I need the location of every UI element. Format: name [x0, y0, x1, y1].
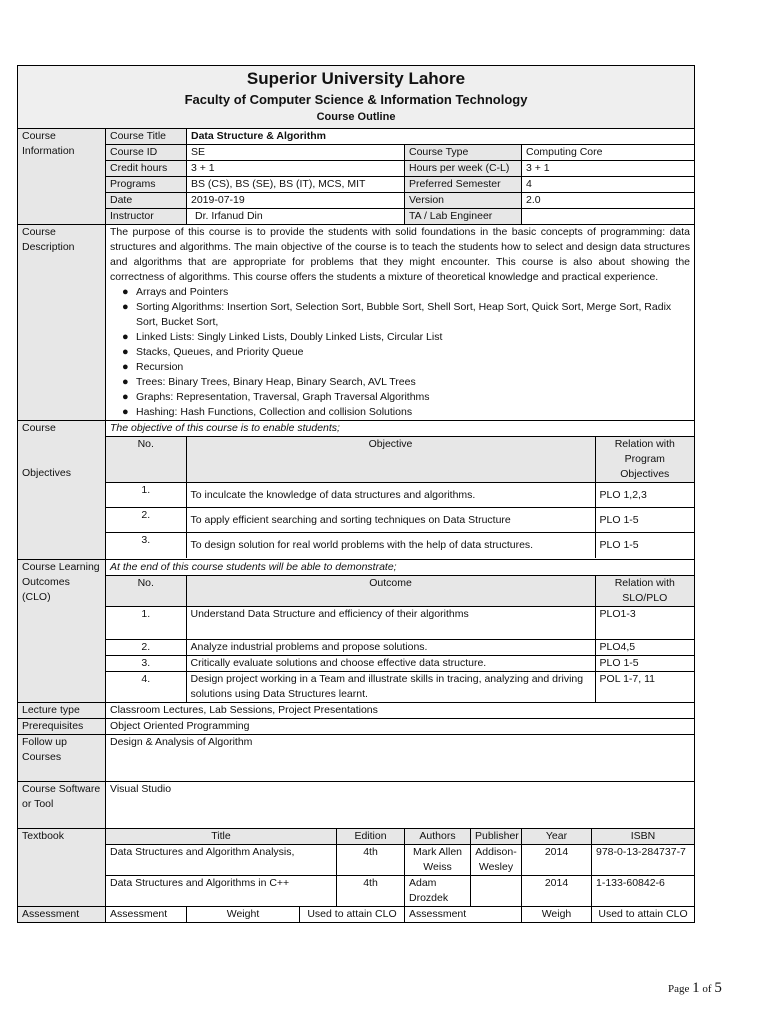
list-item: ● Arrays and Pointers	[122, 285, 690, 300]
objective-relation: PLO 1-5	[595, 533, 694, 558]
textbook-authors: Mark Allen Weiss	[405, 845, 471, 876]
textbook-year: 2014	[522, 876, 592, 907]
info-value	[522, 209, 695, 225]
textbook-title: Data Structures and Algorithms in C++	[106, 876, 337, 907]
assessment-label: Assessment	[18, 907, 106, 923]
assessment-col: Weight	[187, 907, 300, 923]
software-label: Course Software or Tool	[18, 782, 106, 829]
lecture-type-label: Lecture type	[18, 703, 106, 719]
textbook-col-title: Title	[106, 829, 337, 845]
clo-label: Course Learning Outcomes (CLO)	[18, 560, 106, 703]
textbook-col-year: Year	[522, 829, 592, 845]
clo-no: 3.	[106, 656, 186, 672]
document-title: Course Outline	[316, 111, 396, 123]
course-outline-table	[17, 65, 695, 923]
lecture-type-value: Classroom Lectures, Lab Sessions, Project Presentations	[106, 703, 695, 719]
objective-text: To design solution for real world problems with the help of data structures.	[186, 533, 595, 558]
objective-no: 2.	[106, 508, 186, 533]
info-value: 2.0	[522, 193, 695, 209]
info-value: 3 + 1	[187, 161, 405, 177]
objectives-cell	[106, 421, 695, 560]
faculty-name: Faculty of Computer Science & Information Technology	[184, 92, 528, 107]
textbook-title: Data Structures and Algorithm Analysis,	[106, 845, 337, 876]
topic-list	[110, 285, 690, 420]
description-cell	[106, 225, 695, 421]
page-number	[668, 980, 722, 997]
list-item: ● Linked Lists: Singly Linked Lists, Doubly Linked Lists, Circular List	[122, 330, 690, 345]
course-info-label: Course Information	[18, 129, 106, 225]
objective-text: To apply efficient searching and sorting techniques on Data Structure	[186, 508, 595, 533]
textbook-year: 2014	[522, 845, 592, 876]
textbook-edition: 4th	[337, 845, 405, 876]
page-word: Page	[668, 983, 690, 995]
info-value: 2019-07-19	[187, 193, 405, 209]
clo-text: Critically evaluate solutions and choose effective data structure.	[186, 656, 595, 672]
prerequisites-label: Prerequisites	[18, 719, 106, 735]
info-label: Version	[405, 193, 522, 209]
textbook-publisher: Addison-Wesley	[471, 845, 522, 876]
description-label: Course Description	[18, 225, 106, 421]
info-value: 3 + 1	[522, 161, 695, 177]
info-label: Instructor	[106, 209, 187, 225]
page-total: 5	[714, 980, 722, 996]
assessment-col: Weigh	[522, 907, 592, 923]
textbook-label: Textbook	[18, 829, 106, 907]
objective-relation: PLO 1-5	[595, 508, 694, 533]
clo-no: 4.	[106, 672, 186, 703]
follow-up-value: Design & Analysis of Algorithm	[106, 735, 695, 782]
objectives-col-no: No.	[106, 437, 186, 483]
info-label: Preferred Semester	[405, 177, 522, 193]
objectives-label	[18, 421, 106, 560]
textbook-publisher	[471, 876, 522, 907]
list-item: ● Graphs: Representation, Traversal, Graph Traversal Algorithms	[122, 390, 690, 405]
info-label: TA / Lab Engineer	[405, 209, 522, 225]
clo-relation: PLO4,5	[595, 640, 694, 656]
assessment-col: Used to attain CLO	[592, 907, 695, 923]
clo-no: 1.	[106, 607, 186, 640]
clo-text: Analyze industrial problems and propose solutions.	[186, 640, 595, 656]
clo-col-no: No.	[106, 576, 186, 607]
list-item: ● Stacks, Queues, and Priority Queue	[122, 345, 690, 360]
info-value: 4	[522, 177, 695, 193]
textbook-edition: 4th	[337, 876, 405, 907]
list-item: ● Recursion	[122, 360, 690, 375]
info-label: Date	[106, 193, 187, 209]
objectives-table	[106, 436, 694, 558]
textbook-col-authors: Authors	[405, 829, 471, 845]
textbook-col-edition: Edition	[337, 829, 405, 845]
clo-col-relation: Relation with SLO/PLO	[595, 576, 694, 607]
textbook-isbn: 1-133-60842-6	[592, 876, 695, 907]
assessment-col: Assessment	[106, 907, 187, 923]
objectives-label-top: Course	[22, 422, 56, 434]
objective-relation: PLO 1,2,3	[595, 483, 694, 508]
course-title-value: Data Structure & Algorithm	[187, 129, 695, 145]
course-outline-page	[17, 65, 694, 923]
document-header	[18, 66, 695, 129]
clo-text: Design project working in a Team and illustrate skills in tracing, analyzing and driving solutions using Data Structures learnt.	[186, 672, 595, 703]
clo-text: Understand Data Structure and efficiency of their algorithms	[186, 607, 595, 640]
objectives-label-bottom: Objectives	[22, 467, 72, 479]
assessment-col: Assessment	[405, 907, 522, 923]
textbook-col-publisher: Publisher	[471, 829, 522, 845]
list-item: ● Sorting Algorithms: Insertion Sort, Selection Sort, Bubble Sort, Shell Sort, Heap Sort, Quick Sort, Merge Sort, Radix Sort, Bucket Sort,	[122, 300, 690, 330]
clo-relation: PLO1-3	[595, 607, 694, 640]
list-item: ● Trees: Binary Trees, Binary Heap, Binary Search, AVL Trees	[122, 375, 690, 390]
clo-table	[106, 575, 694, 702]
info-label: Course Title	[106, 129, 187, 145]
textbook-authors: Adam Drozdek	[405, 876, 471, 907]
clo-col-outcome: Outcome	[186, 576, 595, 607]
info-value: BS (CS), BS (SE), BS (IT), MCS, MIT	[187, 177, 405, 193]
clo-no: 2.	[106, 640, 186, 656]
info-label: Course Type	[405, 145, 522, 161]
info-value: Computing Core	[522, 145, 695, 161]
clo-cell	[106, 560, 695, 703]
objective-no: 3.	[106, 533, 186, 558]
prerequisites-value: Object Oriented Programming	[106, 719, 695, 735]
objectives-col-relation: Relation with Program Objectives	[595, 437, 694, 483]
info-label: Credit hours	[106, 161, 187, 177]
clo-intro: At the end of this course students will be able to demonstrate;	[110, 561, 397, 573]
info-label: Course ID	[106, 145, 187, 161]
info-value: SE	[187, 145, 405, 161]
textbook-isbn: 978-0-13-284737-7	[592, 845, 695, 876]
clo-relation: POL 1-7, 11	[595, 672, 694, 703]
instructor-value: Dr. Irfanud Din	[187, 209, 405, 225]
page-current: 1	[692, 980, 700, 996]
software-value: Visual Studio	[106, 782, 695, 829]
description-text: The purpose of this course is to provide the students with solid foundations in the basic concepts of programming: data structures and algorithms. The main objective of the course is to teach the students how to select and design data structures and algorithms that are appropriate for problems that they might encounter. This course is also about showing the correctness of algorithms. This course offers the students a mixture of theoretical knowledge and practical experience.	[110, 226, 691, 283]
objectives-intro: The objective of this course is to enable students;	[110, 422, 340, 434]
objective-no: 1.	[106, 483, 186, 508]
follow-up-label: Follow up Courses	[18, 735, 106, 782]
objective-text: To inculcate the knowledge of data structures and algorithms.	[186, 483, 595, 508]
university-name: Superior University Lahore	[246, 69, 466, 88]
textbook-col-isbn: ISBN	[592, 829, 695, 845]
list-item: ● Hashing: Hash Functions, Collection and collision Solutions	[122, 405, 690, 420]
of-word: of	[702, 983, 712, 995]
objectives-col-objective: Objective	[186, 437, 595, 483]
info-label: Programs	[106, 177, 187, 193]
info-label: Hours per week (C-L)	[405, 161, 522, 177]
clo-relation: PLO 1-5	[595, 656, 694, 672]
assessment-col: Used to attain CLO	[300, 907, 405, 923]
